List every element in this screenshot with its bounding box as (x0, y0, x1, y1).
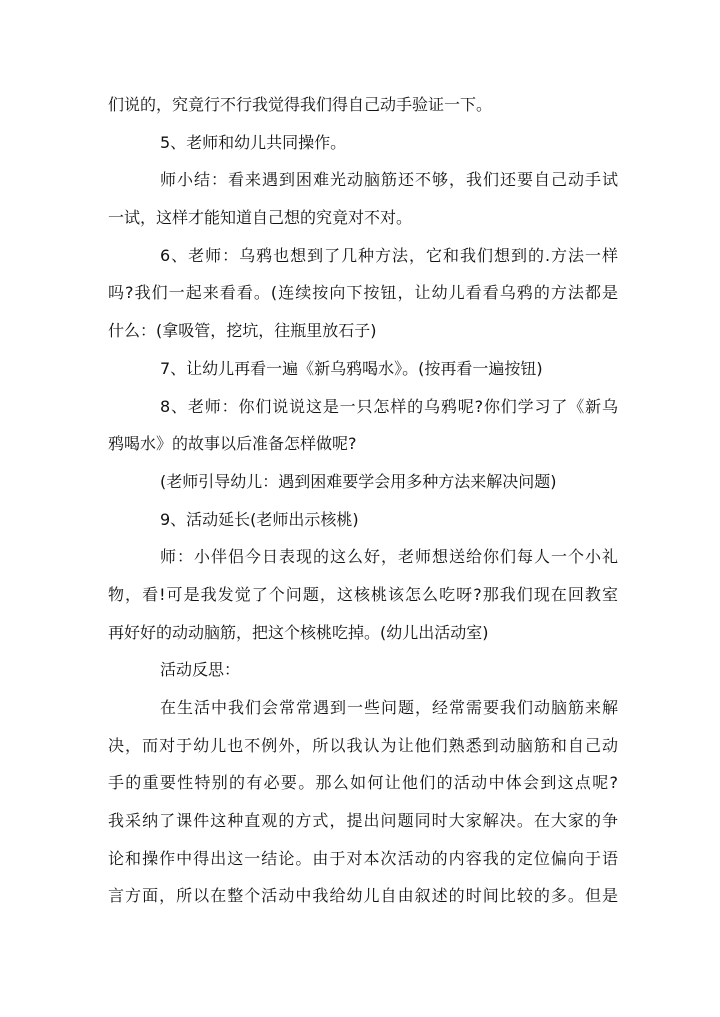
text-line: 物，看!可是我发觉了个问题，这核桃该怎么吃呀?那我们现在回教室 (108, 584, 618, 604)
text-line: (老师引导幼儿：遇到困难要学会用多种方法来解决问题) (160, 471, 557, 491)
text-line: 论和操作中得出这一结论。由于对本次活动的内容我的定位偏向于语 (108, 848, 618, 868)
text-line: 再好好的动动脑筋，把这个核桃吃掉。(幼儿出活动室) (108, 622, 489, 642)
text-line: 师：小伴侣今日表现的这么好，老师想送给你们每人一个小礼 (160, 547, 618, 567)
text-line: 手的重要性特别的有必要。那么如何让他们的活动中体会到这点呢? (108, 773, 618, 793)
text-line: 活动反思： (160, 660, 241, 680)
text-line: 什么：(拿吸管，挖坑，往瓶里放石子) (108, 321, 377, 341)
text-line: 师小结：看来遇到困难光动脑筋还不够，我们还要自己动手试 (160, 170, 618, 190)
text-line: 鸦喝水》的故事以后准备怎样做呢? (108, 434, 357, 454)
text-line: 8、老师：你们说说这是一只怎样的乌鸦呢?你们学习了《新乌 (160, 396, 618, 416)
text-line: 9、活动延长(老师出示核桃) (160, 509, 359, 529)
text-line: 决，而对于幼儿也不例外，所以我认为让他们熟悉到动脑筋和自己动 (108, 735, 618, 755)
text-line: 6、老师：乌鸦也想到了几种方法，它和我们想到的.方法一样 (160, 245, 618, 265)
text-line: 们说的，究竟行不行我觉得我们得自己动手验证一下。 (108, 95, 493, 114)
document-body (108, 86, 618, 915)
text-line: 在生活中我们会常常遇到一些问题，经常需要我们动脑筋来解 (160, 698, 618, 717)
text-line: 言方面，所以在整个活动中我给幼儿自由叙述的时间比较的多。但是 (108, 886, 618, 906)
text-line: 7、让幼儿再看一遍《新乌鸦喝水》。(按再看一遍按钮) (160, 358, 543, 378)
text-line: 我采纳了课件这种直观的方式，提出问题同时大家解决。在大家的争 (108, 811, 618, 831)
text-line: 一试，这样才能知道自己想的究竟对不对。 (108, 208, 413, 228)
text-line: 5、老师和幼儿共同操作。 (160, 132, 347, 152)
text-line: 吗?我们一起来看看。(连续按向下按钮，让幼儿看看乌鸦的方法都是 (108, 283, 618, 303)
